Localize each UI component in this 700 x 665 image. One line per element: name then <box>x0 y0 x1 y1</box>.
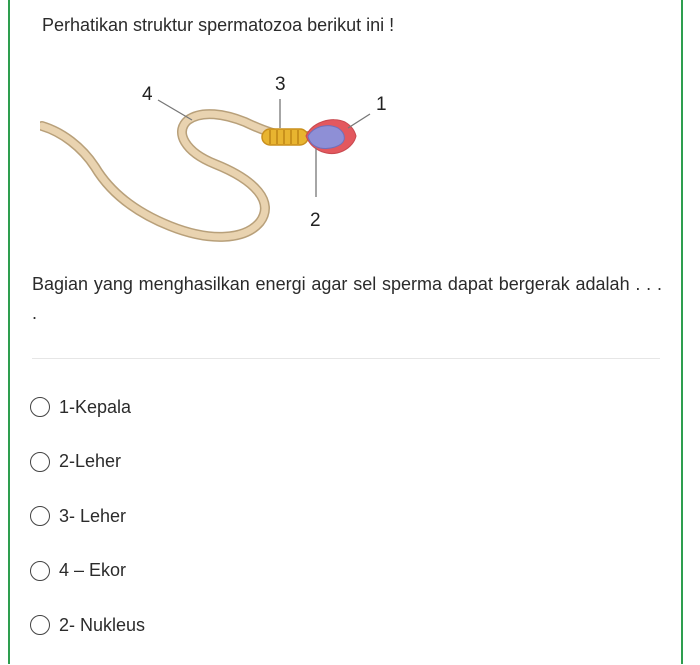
option-5[interactable] <box>30 610 630 640</box>
question-text: Bagian yang menghasilkan energi agar sel sperma dapat bergerak adalah . . . . <box>32 274 662 323</box>
label-nucleus: 2 <box>310 210 321 231</box>
option-3[interactable] <box>30 501 630 531</box>
option-label: 2-Leher <box>59 451 122 471</box>
answer-options <box>30 392 630 665</box>
radio-button[interactable] <box>30 452 50 472</box>
radio-button[interactable] <box>30 397 50 417</box>
option-label: 4 – Ekor <box>59 560 127 580</box>
leader-line-1 <box>348 114 370 128</box>
option-1[interactable] <box>30 392 630 422</box>
leader-line-4 <box>158 100 192 120</box>
question-prompt: Perhatikan struktur spermatozoa berikut ini ! <box>42 15 395 35</box>
radio-button[interactable] <box>30 506 50 526</box>
midpiece-shape <box>262 129 308 145</box>
label-head: 1 <box>376 94 387 115</box>
label-tail: 4 <box>142 84 153 105</box>
option-label: 1-Kepala <box>59 396 132 417</box>
radio-button[interactable] <box>30 561 50 581</box>
option-label: 3- Leher <box>59 505 127 526</box>
option-2[interactable] <box>30 447 630 477</box>
option-4[interactable] <box>30 556 630 586</box>
radio-button[interactable] <box>30 615 50 635</box>
option-label: 2- Nukleus <box>59 614 146 635</box>
label-midpiece: 3 <box>275 74 286 95</box>
spermatozoa-diagram <box>40 62 420 252</box>
divider <box>32 358 660 359</box>
